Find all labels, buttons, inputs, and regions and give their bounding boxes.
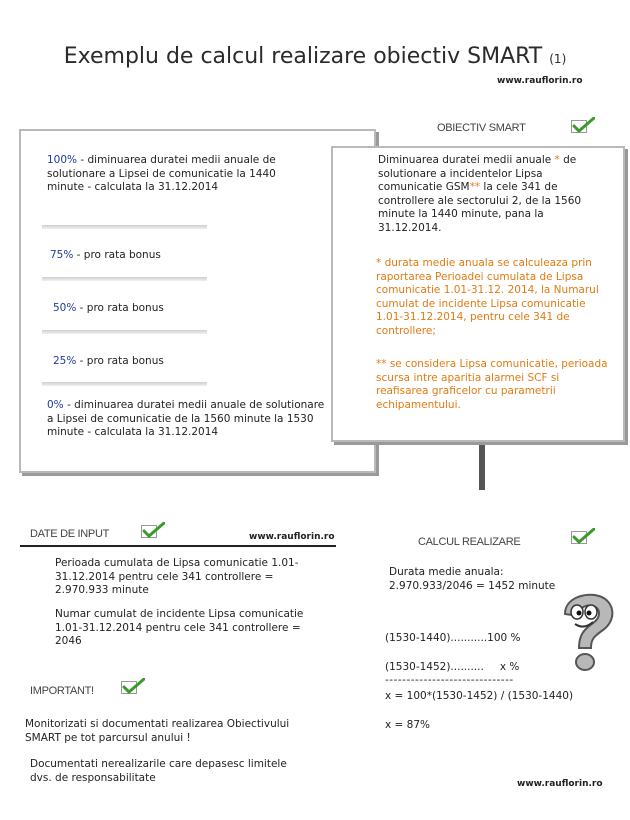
pct-100: 100%	[47, 154, 78, 166]
pct-0: 0%	[47, 399, 64, 411]
divider	[42, 330, 207, 334]
check-icon	[141, 522, 165, 538]
input-item-1: Perioada cumulata de Lipsa comunicatie 1.01-31.12.2014 pentru cele 341 controllere = 2.970.933 minute	[55, 557, 299, 596]
calc-row-2	[385, 661, 519, 675]
check-icon	[121, 678, 145, 694]
pct-75: 75%	[50, 249, 74, 261]
objective-text-c: la cele 341 de controllere ale sectorului 2, de la 1560 minute la 1440 minute, pana la 31.12.2014.	[378, 181, 582, 234]
title-suffix: (1)	[549, 52, 567, 66]
scale-0	[47, 399, 325, 440]
objective-note-1: * durata medie anuala se calculeaza prin raportarea Perioadei cumulata de Lipsa comunicatie 1.01-31.12. 2014, la Numarul cumulat de incidente Lipsa comunicatie 1.01-31.12.2014, pentru cele 341 de controllere;	[376, 257, 599, 337]
star-1: *	[554, 154, 560, 166]
calc-dashes: ------------------------------	[385, 674, 514, 686]
objective-label: OBIECTIV SMART	[437, 122, 526, 134]
calc-formula: x = 100*(1530-1452) / (1530-1440)	[385, 690, 574, 702]
objective-text-b: de solutionare a incidentelor Lipsa comunicatie GSM	[378, 154, 577, 193]
scale-100	[47, 154, 312, 195]
calc-result: x = 87%	[385, 719, 431, 731]
text-25: - pro rata bonus	[76, 355, 164, 367]
check-icon	[571, 117, 595, 133]
calc-line-1: Durata medie anuala:	[389, 566, 504, 578]
site-url-input: www.rauflorin.ro	[249, 532, 335, 542]
calc-row-2-right: x %	[499, 661, 520, 673]
calc-line-2: 2.970.933/2046 = 1452 minute	[389, 580, 556, 592]
important-text-1: Monitorizati si documentati realizarea Obiectivului SMART pe tot parcursul anului !	[25, 718, 290, 744]
text-100: - diminuarea duratei medii anuale de solutionare a Lipsei de comunicatie la 1440 minute - calculata la 31.12.2014	[47, 154, 276, 193]
scale-25	[53, 355, 164, 369]
objective-text-a: Diminuarea duratei medii anuale	[378, 154, 555, 166]
text-75: - pro rata bonus	[73, 249, 161, 261]
sign-post	[479, 438, 485, 490]
divider	[42, 382, 207, 386]
input-item-2: Numar cumulat de incidente Lipsa comunicatie 1.01-31.12.2014 pentru cele 341 controllere = 2046	[55, 608, 304, 647]
divider	[42, 277, 207, 281]
pct-25: 25%	[53, 355, 77, 367]
important-label: IMPORTANT!	[30, 685, 94, 697]
objective-text	[378, 154, 606, 235]
question-mark-mascot-icon	[557, 592, 617, 674]
text-50: - pro rata bonus	[76, 302, 164, 314]
important-text-2: Documentati nerealizarile care depasesc limitele dvs. de responsabilitate	[30, 758, 287, 784]
input-label: DATE DE INPUT	[30, 528, 110, 540]
star-2: **	[469, 181, 481, 193]
page-title	[0, 44, 630, 69]
scale-75	[50, 249, 161, 263]
calc-row-1	[385, 632, 521, 646]
title-text: Exemplu de calcul realizare obiectiv SMART	[63, 44, 543, 69]
input-underline	[20, 545, 336, 547]
divider	[42, 225, 207, 229]
scale-50	[53, 302, 164, 316]
calc-label: CALCUL REALIZARE	[418, 536, 521, 548]
pct-50: 50%	[53, 302, 77, 314]
calc-row-2-left: (1530-1452)..........	[385, 661, 484, 673]
objective-note-2: ** se considera Lipsa comunicatie, perioada scursa intre aparitia alarmei SCF si reafisarea graficelor cu parametrii echipamentului.	[376, 358, 608, 411]
check-icon	[571, 528, 595, 544]
calc-row-1-left: (1530-1440)...........	[385, 632, 488, 644]
site-url-footer: www.rauflorin.ro	[517, 779, 603, 789]
site-url-top: www.rauflorin.ro	[497, 76, 583, 86]
calc-row-1-right: 100 %	[487, 632, 521, 644]
text-0: - diminuarea duratei medii anuale de solutionare a Lipsei de comunicatie de la 1560 minute la 1530 minute - calculata la 31.12.2014	[47, 399, 325, 438]
